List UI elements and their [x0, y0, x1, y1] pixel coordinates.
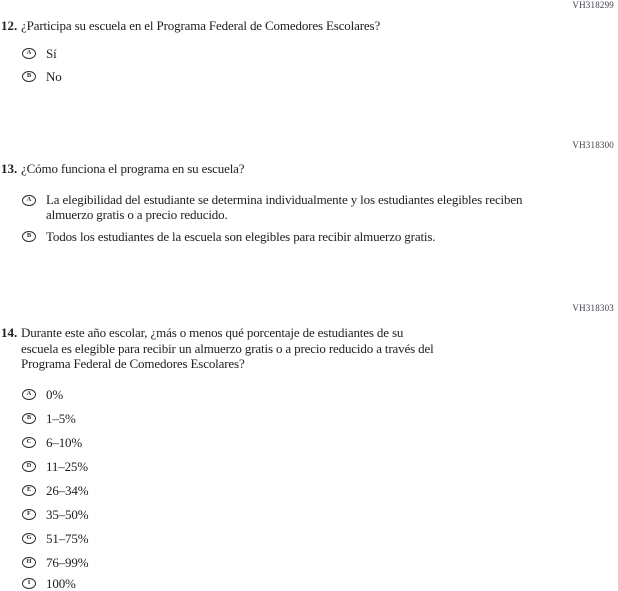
option-letter: A: [26, 48, 32, 56]
question-code: VH318300: [572, 140, 614, 150]
question-number: 13.: [1, 161, 18, 176]
answer-option[interactable]: [22, 410, 76, 426]
option-bubble-icon[interactable]: [22, 533, 36, 544]
answer-option[interactable]: [22, 458, 88, 474]
option-label-line: Sí: [46, 45, 57, 61]
question-text-line: ¿Cómo funciona el programa en su escuela?: [21, 161, 245, 176]
option-bubble-icon[interactable]: [22, 509, 36, 520]
option-letter: A: [26, 389, 32, 397]
option-letter: H: [26, 557, 32, 565]
option-letter: F: [27, 509, 31, 517]
option-letter: G: [26, 533, 32, 541]
option-bubble-icon[interactable]: [22, 461, 36, 472]
question-text: [21, 18, 380, 34]
option-letter: D: [26, 461, 32, 469]
answer-option[interactable]: [22, 45, 57, 61]
question-text-line: Programa Federal de Comedores Escolares?: [21, 356, 245, 371]
option-label: [46, 483, 88, 498]
option-label-line: 76–99%: [46, 554, 89, 570]
option-label: [46, 555, 88, 570]
answer-option[interactable]: [22, 434, 82, 450]
option-label: [46, 531, 88, 546]
question-text-line: ¿Participa su escuela en el Programa Federal de Comedores Escolares?: [21, 18, 381, 33]
option-bubble-icon[interactable]: [22, 231, 36, 242]
question-number: 14.: [1, 325, 18, 340]
answer-option[interactable]: [22, 228, 435, 244]
option-bubble-icon[interactable]: [22, 437, 36, 448]
option-bubble-icon[interactable]: [22, 578, 36, 589]
option-label-line: almuerzo gratis o a precio reducido.: [46, 207, 228, 222]
answer-option[interactable]: [22, 482, 88, 498]
answer-option[interactable]: [22, 506, 88, 522]
option-letter: A: [26, 196, 32, 204]
option-label: [46, 507, 88, 522]
option-label-line: 51–75%: [46, 530, 89, 546]
option-label-line: 0%: [46, 386, 64, 402]
option-label: [46, 46, 57, 61]
option-bubble-icon[interactable]: [22, 557, 36, 568]
answer-option[interactable]: [22, 192, 522, 222]
option-label: [46, 69, 62, 84]
option-label-line: 26–34%: [46, 482, 89, 498]
question-number: 12.: [1, 18, 18, 33]
option-label-line: No: [46, 68, 62, 84]
option-bubble-icon[interactable]: [22, 48, 36, 59]
option-label: [46, 459, 88, 474]
question-13: [1, 161, 244, 177]
option-label-line: 11–25%: [46, 458, 88, 474]
option-letter: B: [26, 71, 32, 79]
option-label: [46, 229, 435, 244]
question-text-line: Durante este año escolar, ¿más o menos qué porcentaje de estudiantes de su: [21, 325, 404, 340]
option-label: [46, 576, 76, 591]
answer-option[interactable]: [22, 386, 63, 402]
option-label: [46, 192, 522, 222]
question-text: [21, 325, 434, 372]
option-bubble-icon[interactable]: [22, 195, 36, 206]
question-code: VH318303: [572, 303, 614, 313]
option-letter: C: [26, 437, 32, 445]
option-label-line: 1–5%: [46, 410, 76, 426]
answer-option[interactable]: [22, 575, 76, 591]
option-label: [46, 411, 76, 426]
option-letter: B: [26, 413, 32, 421]
option-bubble-icon[interactable]: [22, 71, 36, 82]
option-label-line: 35–50%: [46, 506, 89, 522]
question-12: [1, 18, 380, 34]
option-bubble-icon[interactable]: [22, 413, 36, 424]
answer-option[interactable]: [22, 554, 88, 570]
option-label-line: Todos los estudiantes de la escuela son elegibles para recibir almuerzo gratis.: [46, 228, 436, 244]
option-letter: I: [27, 578, 31, 586]
option-label: [46, 435, 82, 450]
option-label-line: 6–10%: [46, 434, 83, 450]
question-14: [1, 325, 434, 372]
option-bubble-icon[interactable]: [22, 389, 36, 400]
answer-option[interactable]: [22, 530, 88, 546]
option-label-line: 100%: [46, 575, 76, 591]
option-label: [46, 387, 63, 402]
option-label-line: La elegibilidad del estudiante se determina individualmente y los estudiantes elegibles reciben: [46, 192, 523, 207]
option-letter: E: [26, 485, 32, 493]
question-text-line: escuela es elegible para recibir un almuerzo gratis o a precio reducido a través del: [21, 340, 434, 356]
question-text: [21, 161, 244, 177]
option-bubble-icon[interactable]: [22, 485, 36, 496]
answer-option[interactable]: [22, 68, 62, 84]
option-letter: B: [26, 231, 32, 239]
question-code: VH318299: [572, 0, 614, 10]
